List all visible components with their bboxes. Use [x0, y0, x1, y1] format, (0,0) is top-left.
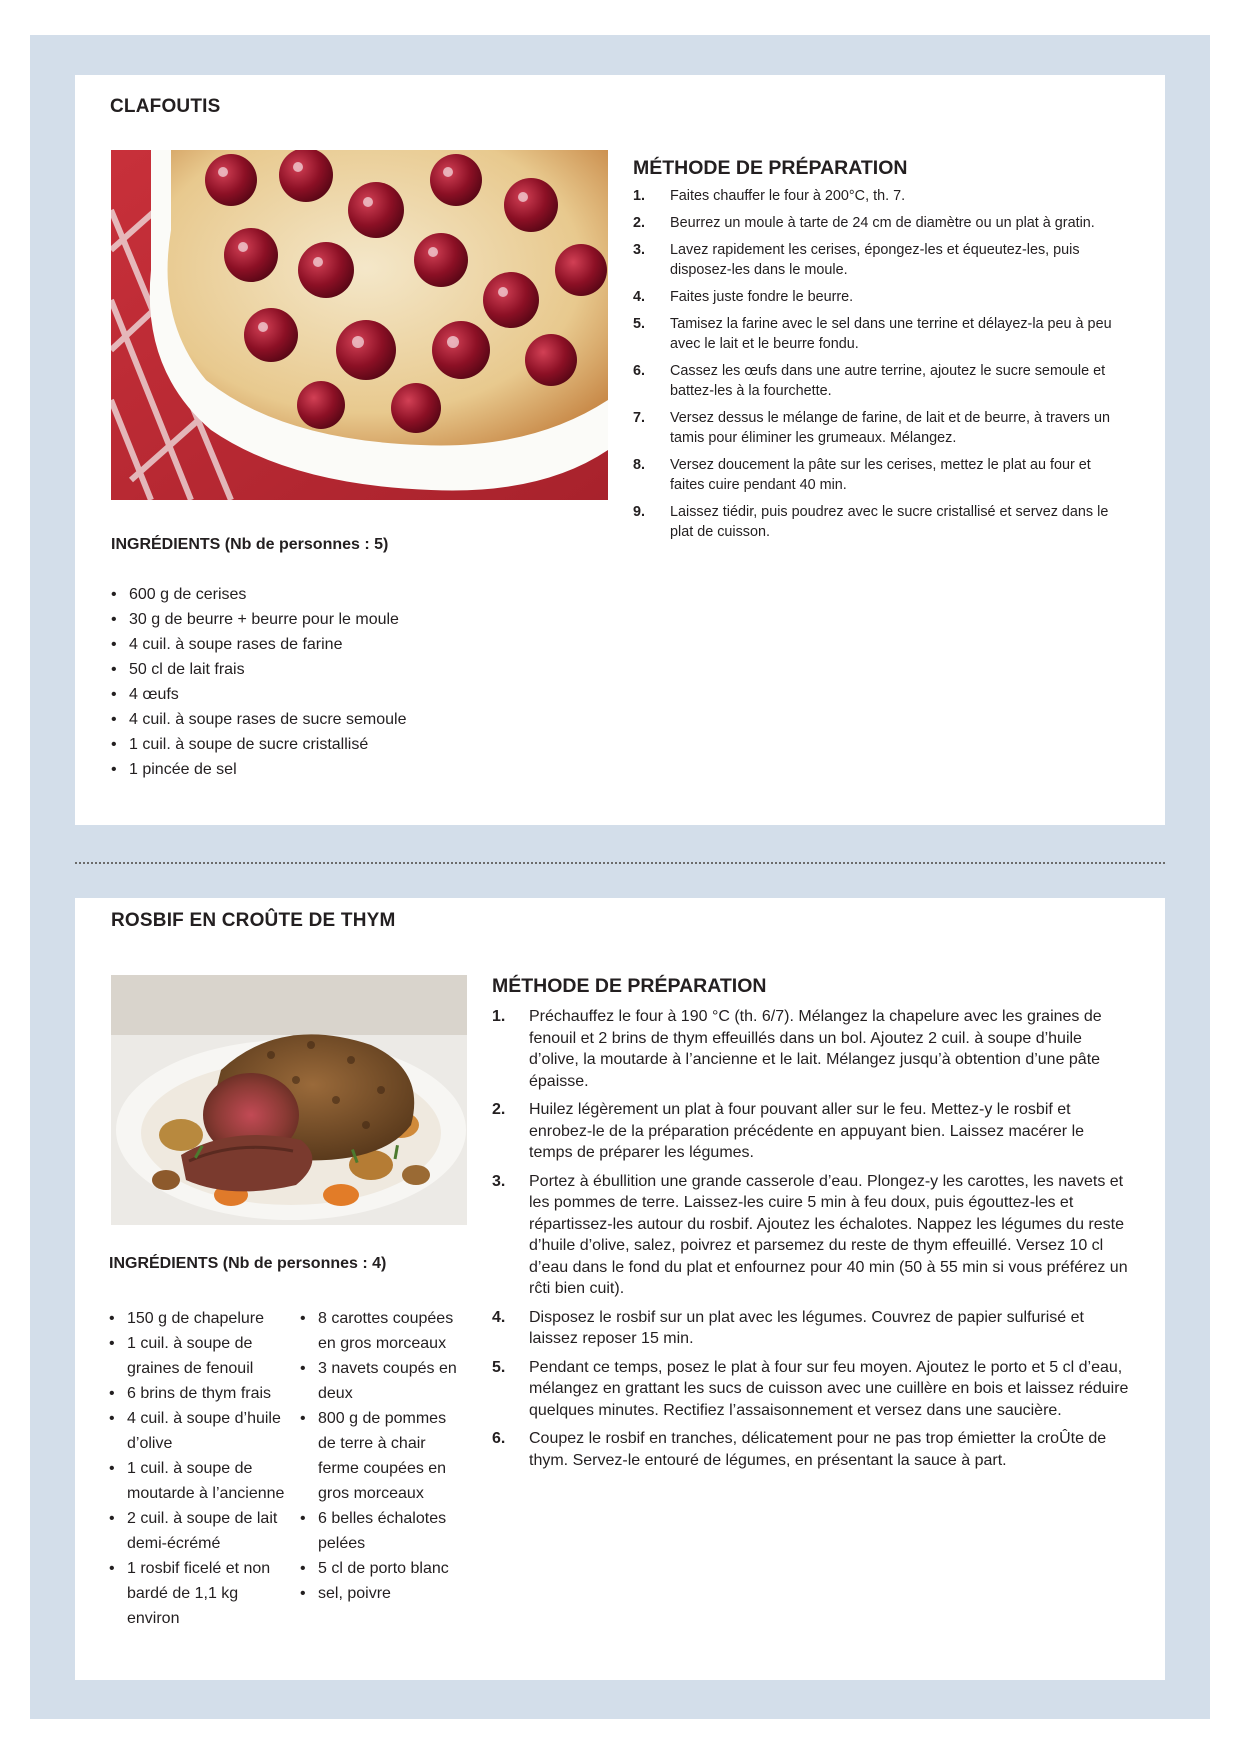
step-text: Faites chauffer le four à 200°C, th. 7.: [670, 188, 906, 204]
ingredient-item: • 1 rosbif ficelé et non bardé de 1,1 kg environ: [109, 1556, 289, 1631]
method-step: [492, 1357, 1132, 1422]
step-number: 6.: [633, 363, 646, 379]
step-text: Faites juste fondre le beurre.: [670, 289, 854, 305]
ingredient-item: • 1 cuil. à soupe de sucre cristallisé: [111, 732, 571, 757]
method-steps: [492, 1006, 1132, 1478]
step-text: Préchauffez le four à 190 °C (th. 6/7). Mélangez la chapelure avec les graines de fenouil et 2 brins de thym effeuillés dans un bol. Ajoutez 2 cuil. à soupe d’huile d’olive, la moutarde à l’ancienne et le lait. Mélangez jusqu’à obtention d’une pâte épaisse.: [529, 1008, 1102, 1090]
ingredient-item: • 1 cuil. à soupe de moutarde à l’ancienne: [109, 1456, 289, 1506]
ingredient-item: • 1 pincée de sel: [111, 757, 571, 782]
step-number: 3.: [492, 1172, 506, 1190]
step-number: 1.: [633, 188, 646, 204]
ingredient-item: • 2 cuil. à soupe de lait demi-écrémé: [109, 1506, 289, 1556]
method-step: [492, 1171, 1132, 1300]
step-text: Versez dessus le mélange de farine, de lait et de beurre, à travers un tamis pour éliminer les grumeaux. Mélangez.: [670, 410, 1110, 446]
ingredients-title: INGRÉDIENTS (Nb de personnes : 4): [109, 1255, 387, 1272]
step-number: 3.: [633, 242, 646, 258]
step-number: 7.: [633, 410, 646, 426]
step-text: Laissez tiédir, puis poudrez avec le sucre cristallisé et servez dans le plat de cuisson.: [670, 504, 1109, 540]
ingredient-item: • 4 cuil. à soupe rases de farine: [111, 632, 571, 657]
dotted-divider: [75, 862, 1165, 864]
clafoutis-photo: [111, 150, 608, 500]
ingredients-list-col1: [109, 1306, 289, 1631]
step-text: Coupez le rosbif en tranches, délicatement pour ne pas trop émietter la croÛte de thym. Servez-le entouré de légumes, en présentant la sauce à part.: [529, 1430, 1107, 1469]
step-text: Lavez rapidement les cerises, épongez-les et équeutez-les, puis disposez-les dans le moule.: [670, 242, 1080, 278]
step-text: Huilez légèrement un plat à four pouvant aller sur le feu. Mettez-y le rosbif et enrobez-le de la préparation précédente en appuyant bien. Laissez macérer le temps de préparer les légumes.: [529, 1101, 1085, 1161]
roast-beef-photo: [111, 975, 467, 1225]
recipe-title: ROSBIF EN CROÛTE DE THYM: [111, 910, 396, 931]
step-number: 9.: [633, 504, 646, 520]
method-step: [633, 455, 1123, 495]
ingredient-item: • sel, poivre: [300, 1581, 465, 1606]
ingredient-item: • 150 g de chapelure: [109, 1306, 289, 1331]
step-number: 4.: [633, 289, 646, 305]
method-steps: [633, 186, 1123, 549]
step-text: Portez à ébullition une grande casserole d’eau. Plongez-y les carottes, les navets et les pommes de terre. Laissez-les cuire 5 min à feu doux, puis égouttez-les et répartissez-les autour du rosbif. Ajoutez les échalotes. Nappez les légumes du reste d’huile d’olive, salez, poivrez et parsemez du reste de thym effeuillé. Versez 10 cl d’eau dans le fond du plat et enfournez pour 40 min (50 à 55 min si vous préférez un rĉti bien cuit).: [529, 1172, 1128, 1297]
step-number: 8.: [633, 457, 646, 473]
ingredient-item: • 30 g de beurre + beurre pour le moule: [111, 607, 571, 632]
step-number: 2.: [492, 1101, 506, 1118]
ingredient-item: • 600 g de cerises: [111, 582, 571, 607]
method-step: [633, 213, 1123, 233]
method-step: [492, 1006, 1132, 1092]
method-title: MÉTHODE DE PRÉPARATION: [492, 975, 767, 997]
method-step: [633, 240, 1123, 280]
ingredient-item: • 8 carottes coupées en gros morceaux: [300, 1306, 465, 1356]
ingredient-item: • 4 œufs: [111, 682, 571, 707]
method-step: [492, 1428, 1132, 1471]
step-text: Disposez le rosbif sur un plat avec les légumes. Couvrez de papier sulfurisé et laissez reposer 15 min.: [529, 1308, 1084, 1347]
ingredient-item: • 6 brins de thym frais: [109, 1381, 289, 1406]
ingredient-item: • 1 cuil. à soupe de graines de fenouil: [109, 1331, 289, 1381]
step-number: 4.: [492, 1308, 506, 1326]
recipe-title: CLAFOUTIS: [110, 96, 221, 117]
ingredient-item: • 5 cl de porto blanc: [300, 1556, 465, 1581]
step-text: Versez doucement la pâte sur les cerises, mettez le plat au four et faites cuire pendant 40 min.: [670, 457, 1091, 493]
ingredient-item: • 800 g de pommes de terre à chair ferme coupées en gros morceaux: [300, 1406, 465, 1506]
method-step: [633, 361, 1123, 401]
step-text: Tamisez la farine avec le sel dans une terrine et délayez-la peu à peu avec le lait et le beurre fondu.: [670, 316, 1112, 352]
method-step: [492, 1307, 1132, 1350]
step-number: 5.: [492, 1358, 506, 1376]
ingredient-item: • 50 cl de lait frais: [111, 657, 571, 682]
step-text: Beurrez un moule à tarte de 24 cm de diamètre ou un plat à gratin.: [670, 215, 1095, 231]
method-step: [633, 408, 1123, 448]
ingredients-list-col2: [300, 1306, 465, 1606]
method-title: MÉTHODE DE PRÉPARATION: [633, 157, 908, 179]
step-number: 5.: [633, 316, 646, 332]
ingredient-item: • 4 cuil. à soupe rases de sucre semoule: [111, 707, 571, 732]
step-text: Pendant ce temps, posez le plat à four sur feu moyen. Ajoutez le porto et 5 cl d’eau, mélangez en grattant les sucs de cuisson avec une cuillère en bois et laissez réduire quelques minutes. Rectifiez l’assaisonnement et versez dans une saucière.: [529, 1358, 1129, 1419]
ingredient-item: • 4 cuil. à soupe d’huile d’olive: [109, 1406, 289, 1456]
method-step: [633, 502, 1123, 542]
step-number: 6.: [492, 1430, 506, 1447]
method-step: [492, 1099, 1132, 1164]
step-number: 1.: [492, 1008, 506, 1025]
method-step: [633, 186, 1123, 206]
step-text: Cassez les œufs dans une autre terrine, ajoutez le sucre semoule et battez-les à la fourchette.: [670, 363, 1106, 399]
step-number: 2.: [633, 215, 646, 231]
ingredient-item: • 6 belles échalotes pelées: [300, 1506, 465, 1556]
method-step: [633, 314, 1123, 354]
method-step: [633, 287, 1123, 307]
ingredients-title: INGRÉDIENTS (Nb de personnes : 5): [111, 536, 389, 553]
ingredients-list: [111, 582, 571, 782]
ingredient-item: • 3 navets coupés en deux: [300, 1356, 465, 1406]
